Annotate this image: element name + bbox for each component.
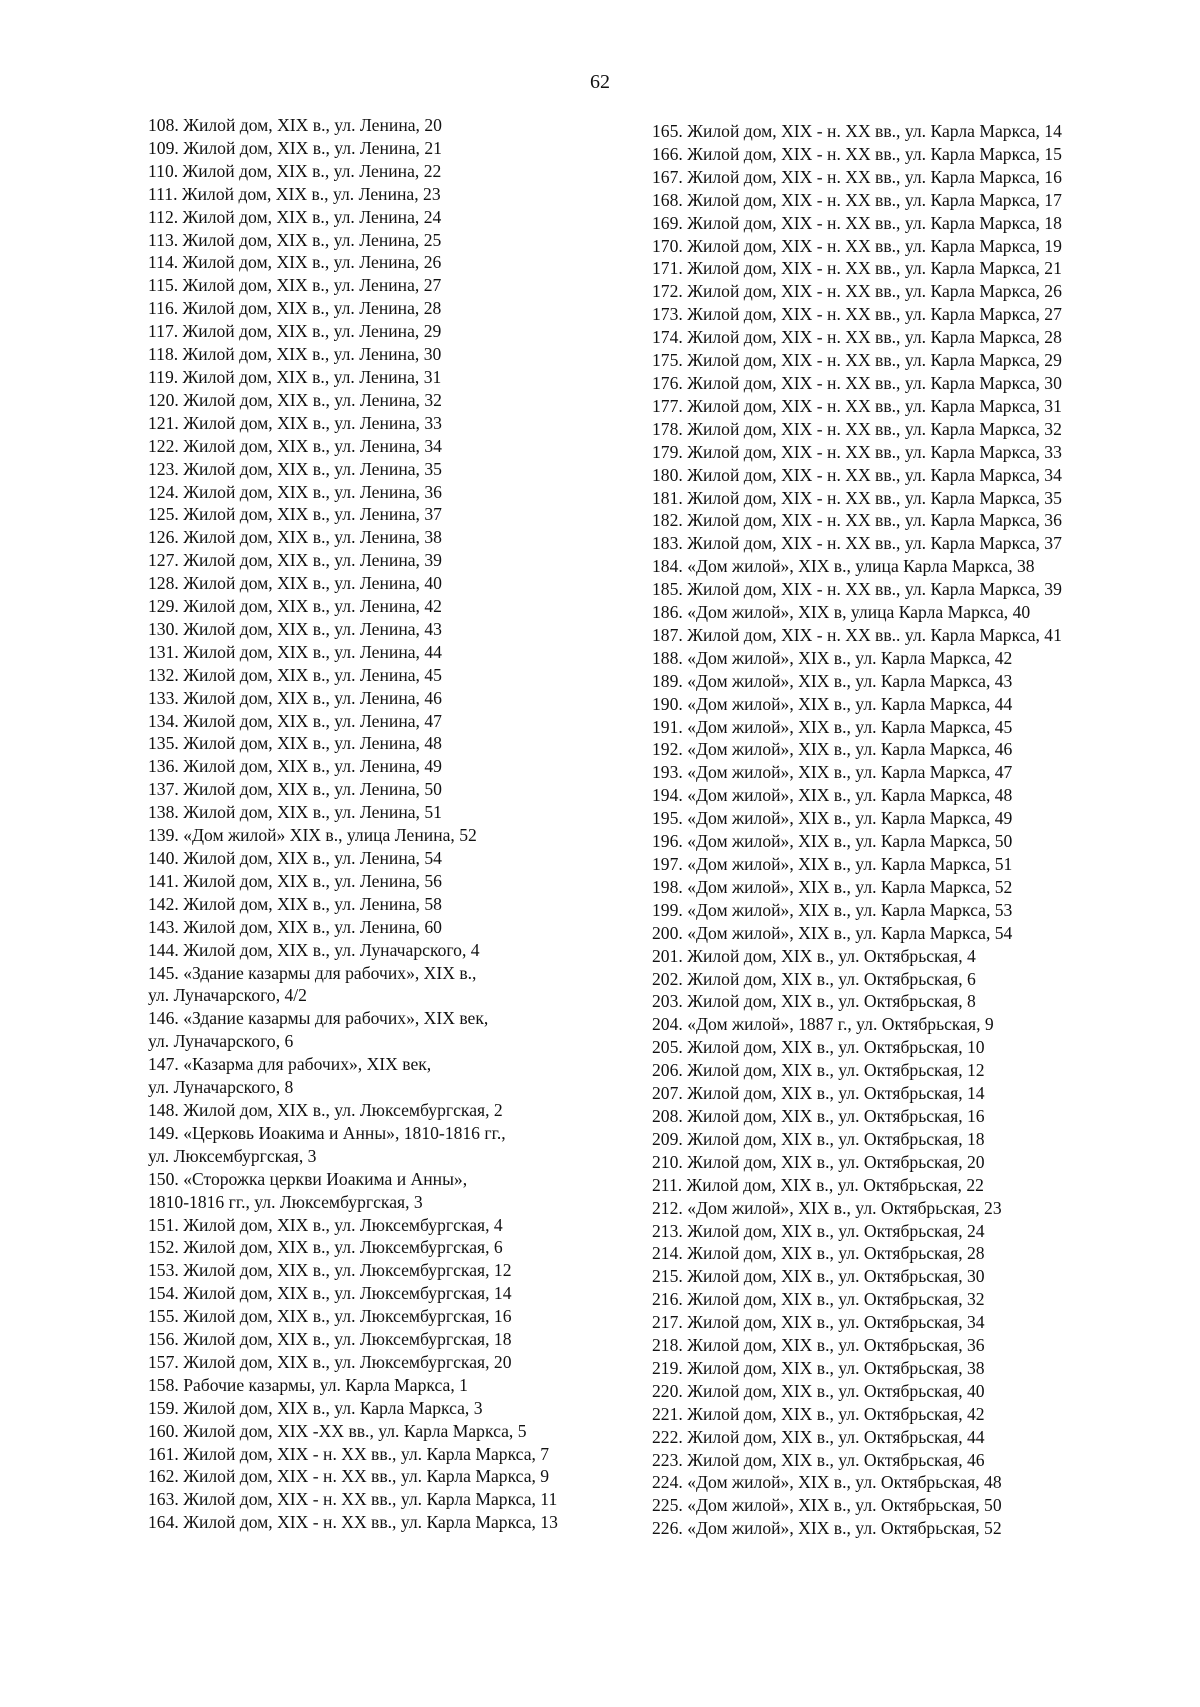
list-item: 180. Жилой дом, XIX - н. XX вв., ул. Карла Маркса, 34	[652, 464, 1062, 485]
list-item: 109. Жилой дом, XIX в., ул. Ленина, 21	[148, 137, 442, 158]
list-item: 205. Жилой дом, XIX в., ул. Октябрьская, 10	[652, 1037, 985, 1058]
list-item: 200. «Дом жилой», XIX в., ул. Карла Маркса, 54	[652, 922, 1013, 943]
list-item: 197. «Дом жилой», XIX в., ул. Карла Маркса, 51	[652, 854, 1013, 874]
list-item: 206. Жилой дом, XIX в., ул. Октябрьская, 12	[652, 1060, 985, 1081]
list-item: 171. Жилой дом, XIX - н. XX вв., ул. Карла Маркса, 21	[652, 258, 1062, 279]
list-item: 184. «Дом жилой», XIX в., улица Карла Маркса, 38	[652, 556, 1035, 577]
list-item: 173. Жилой дом, XIX - н. XX вв., ул. Карла Маркса, 27	[652, 304, 1062, 325]
list-item: 218. Жилой дом, XIX в., ул. Октябрьская, 36	[652, 1335, 985, 1356]
list-item: 187. Жилой дом, XIX - н. XX вв.. ул. Карла Маркса, 41	[652, 624, 1062, 645]
list-item: 160. Жилой дом, XIX -XX вв., ул. Карла Маркса, 5	[148, 1420, 527, 1441]
list-item: 223. Жилой дом, XIX в., ул. Октябрьская, 46	[652, 1449, 985, 1470]
list-item: 210. Жилой дом, XIX в., ул. Октябрьская, 20	[652, 1151, 985, 1172]
list-item: 129. Жилой дом, XIX в., ул. Ленина, 42	[148, 596, 442, 617]
list-item: 134. Жилой дом, XIX в., ул. Ленина, 47	[148, 710, 442, 731]
list-item: 127. Жилой дом, XIX в., ул. Ленина, 39	[148, 550, 442, 571]
list-item: 156. Жилой дом, XIX в., ул. Люксембургская, 18	[148, 1329, 512, 1350]
list-item: 125. Жилой дом, XIX в., ул. Ленина, 37	[148, 504, 442, 525]
list-item: 130. Жилой дом, XIX в., ул. Ленина, 43	[148, 618, 442, 639]
list-item: 126. Жилой дом, XIX в., ул. Ленина, 38	[148, 527, 442, 548]
list-item: 133. Жилой дом, XIX в., ул. Ленина, 46	[148, 687, 442, 708]
list-item: 140. Жилой дом, XIX в., ул. Ленина, 54	[148, 848, 442, 868]
list-item: 118. Жилой дом, XIX в., ул. Ленина, 30	[148, 344, 442, 365]
list-item: 157. Жилой дом, XIX в., ул. Люксембургская, 20	[148, 1351, 512, 1372]
list-item: 117. Жилой дом, XIX в., ул. Ленина, 29	[148, 321, 442, 342]
list-item: 182. Жилой дом, XIX - н. XX вв., ул. Карла Маркса, 36	[652, 510, 1062, 531]
list-item: 122. Жилой дом, XIX в., ул. Ленина, 34	[148, 435, 442, 456]
list-item: 221. Жилой дом, XIX в., ул. Октябрьская, 42	[652, 1403, 985, 1424]
list-item: 203. Жилой дом, XIX в., ул. Октябрьская, 8	[652, 991, 976, 1012]
list-item: 195. «Дом жилой», XIX в., ул. Карла Маркса, 49	[652, 808, 1013, 829]
list-item: 131. Жилой дом, XIX в., ул. Ленина, 44	[148, 641, 442, 662]
list-item: 158. Рабочие казармы, ул. Карла Маркса, 1	[148, 1374, 468, 1395]
list-item: 154. Жилой дом, XIX в., ул. Люксембургская, 14	[148, 1283, 512, 1304]
list-item: 226. «Дом жилой», XIX в., ул. Октябрьская, 52	[652, 1518, 1002, 1539]
list-item: 113. Жилой дом, XIX в., ул. Ленина, 25	[148, 229, 442, 250]
list-item: 152. Жилой дом, XIX в., ул. Люксембургская, 6	[148, 1237, 503, 1258]
left-column-list	[148, 114, 618, 1534]
list-item: 164. Жилой дом, XIX - н. XX вв., ул. Карла Маркса, 13	[148, 1512, 558, 1533]
list-item: 148. Жилой дом, XIX в., ул. Люксембургская, 2	[148, 1099, 503, 1120]
list-item: 170. Жилой дом, XIX - н. XX вв., ул. Карла Маркса, 19	[652, 235, 1062, 256]
list-item: 185. Жилой дом, XIX - н. XX вв., ул. Карла Маркса, 39	[652, 579, 1062, 600]
list-item: 216. Жилой дом, XIX в., ул. Октябрьская, 32	[652, 1289, 985, 1310]
list-item: 198. «Дом жилой», XIX в., ул. Карла Маркса, 52	[652, 876, 1013, 897]
list-item: 143. Жилой дом, XIX в., ул. Ленина, 60	[148, 916, 442, 937]
list-item: 174. Жилой дом, XIX - н. XX вв., ул. Карла Маркса, 28	[652, 327, 1062, 348]
list-item: 155. Жилой дом, XIX в., ул. Люксембургская, 16	[148, 1306, 512, 1327]
list-item: 225. «Дом жилой», XIX в., ул. Октябрьская, 50	[652, 1495, 1002, 1516]
list-item: 181. Жилой дом, XIX - н. XX вв., ул. Карла Маркса, 35	[652, 487, 1062, 508]
list-item: 114. Жилой дом, XIX в., ул. Ленина, 26	[148, 252, 442, 273]
list-item: 150. «Сторожка церкви Иоакима и Анны»,	[148, 1168, 468, 1189]
list-item: 162. Жилой дом, XIX - н. XX вв., ул. Карла Маркса, 9	[148, 1466, 550, 1487]
list-item: 147. «Казарма для рабочих», XIX век,	[148, 1054, 432, 1075]
list-item: 139. «Дом жилой» XIX в., улица Ленина, 52	[148, 825, 477, 846]
list-item: 123. Жилой дом, XIX в., ул. Ленина, 35	[148, 458, 442, 479]
list-item: 128. Жилой дом, XIX в., ул. Ленина, 40	[148, 573, 442, 594]
list-item: 145. «Здание казармы для рабочих», XIX в.,	[148, 962, 477, 983]
list-item: 201. Жилой дом, XIX в., ул. Октябрьская, 4	[652, 945, 976, 966]
list-item: 188. «Дом жилой», XIX в., ул. Карла Маркса, 42	[652, 647, 1013, 668]
list-item: 115. Жилой дом, XIX в., ул. Ленина, 27	[148, 275, 442, 296]
list-item: 190. «Дом жилой», XIX в., ул. Карла Маркса, 44	[652, 693, 1013, 714]
list-item: 179. Жилой дом, XIX - н. XX вв., ул. Карла Маркса, 33	[652, 441, 1062, 462]
page-number: 62	[590, 71, 610, 93]
list-item: 176. Жилой дом, XIX - н. XX вв., ул. Карла Маркса, 30	[652, 372, 1062, 393]
list-item: 183. Жилой дом, XIX - н. XX вв., ул. Карла Маркса, 37	[652, 533, 1062, 554]
list-item: 169. Жилой дом, XIX - н. XX вв., ул. Карла Маркса, 18	[652, 212, 1062, 233]
list-item: 204. «Дом жилой», 1887 г., ул. Октябрьская, 9	[652, 1014, 994, 1035]
list-item: 222. Жилой дом, XIX в., ул. Октябрьская, 44	[652, 1426, 985, 1447]
list-item: 112. Жилой дом, XIX в., ул. Ленина, 24	[148, 206, 442, 227]
list-item: 166. Жилой дом, XIX - н. XX вв., ул. Карла Маркса, 15	[652, 143, 1062, 164]
right-column-list	[652, 120, 1147, 1540]
list-item: 108. Жилой дом, XIX в., ул. Ленина, 20	[148, 115, 442, 135]
list-item: 192. «Дом жилой», XIX в., ул. Карла Маркса, 46	[652, 739, 1013, 760]
list-item: 211. Жилой дом, XIX в., ул. Октябрьская, 22	[652, 1174, 984, 1195]
list-item: 207. Жилой дом, XIX в., ул. Октябрьская, 14	[652, 1083, 985, 1104]
list-item: 132. Жилой дом, XIX в., ул. Ленина, 45	[148, 664, 442, 685]
list-item: 163. Жилой дом, XIX - н. XX вв., ул. Карла Маркса, 11	[148, 1489, 558, 1510]
list-item: 120. Жилой дом, XIX в., ул. Ленина, 32	[148, 389, 442, 410]
list-item: 138. Жилой дом, XIX в., ул. Ленина, 51	[148, 802, 442, 823]
list-item: 214. Жилой дом, XIX в., ул. Октябрьская, 28	[652, 1243, 985, 1264]
list-item: 177. Жилой дом, XIX - н. XX вв., ул. Карла Маркса, 31	[652, 395, 1062, 416]
list-item: 149. «Церковь Иоакима и Анны», 1810-1816 гг.,	[148, 1122, 506, 1143]
list-item: 213. Жилой дом, XIX в., ул. Октябрьская, 24	[652, 1220, 985, 1241]
list-item: 135. Жилой дом, XIX в., ул. Ленина, 48	[148, 733, 442, 754]
list-item: 141. Жилой дом, XIX в., ул. Ленина, 56	[148, 870, 442, 891]
list-item: 165. Жилой дом, XIX - н. XX вв., ул. Карла Маркса, 14	[652, 121, 1062, 141]
list-item: 144. Жилой дом, XIX в., ул. Луначарского, 4	[148, 939, 480, 960]
list-item: 196. «Дом жилой», XIX в., ул. Карла Маркса, 50	[652, 831, 1013, 852]
list-item: 189. «Дом жилой», XIX в., ул. Карла Маркса, 43	[652, 670, 1013, 691]
list-item: 119. Жилой дом, XIX в., ул. Ленина, 31	[148, 366, 442, 387]
list-item: 178. Жилой дом, XIX - н. XX вв., ул. Карла Маркса, 32	[652, 418, 1062, 439]
list-item: 186. «Дом жилой», XIX в, улица Карла Маркса, 40	[652, 602, 1031, 623]
list-item: 153. Жилой дом, XIX в., ул. Люксембургская, 12	[148, 1260, 512, 1281]
list-item: 172. Жилой дом, XIX - н. XX вв., ул. Карла Маркса, 26	[652, 281, 1062, 302]
list-item: ул. Луначарского, 4/2	[148, 985, 307, 1006]
list-item: 111. Жилой дом, XIX в., ул. Ленина, 23	[148, 183, 441, 204]
list-item: 209. Жилой дом, XIX в., ул. Октябрьская, 18	[652, 1128, 985, 1149]
list-item: ул. Люксембургская, 3	[148, 1145, 317, 1166]
list-item: 124. Жилой дом, XIX в., ул. Ленина, 36	[148, 481, 442, 502]
list-item: 215. Жилой дом, XIX в., ул. Октябрьская, 30	[652, 1266, 985, 1287]
list-item: 137. Жилой дом, XIX в., ул. Ленина, 50	[148, 779, 442, 800]
list-item: 161. Жилой дом, XIX - н. XX вв., ул. Карла Маркса, 7	[148, 1443, 550, 1464]
list-item: 219. Жилой дом, XIX в., ул. Октябрьская, 38	[652, 1357, 985, 1378]
list-item: 175. Жилой дом, XIX - н. XX вв., ул. Карла Маркса, 29	[652, 350, 1062, 371]
list-item: 199. «Дом жилой», XIX в., ул. Карла Маркса, 53	[652, 899, 1013, 920]
list-item: 116. Жилой дом, XIX в., ул. Ленина, 28	[148, 298, 442, 319]
list-item: 202. Жилой дом, XIX в., ул. Октябрьская, 6	[652, 968, 976, 989]
list-item: ул. Луначарского, 8	[148, 1077, 294, 1098]
list-item: 168. Жилой дом, XIX - н. XX вв., ул. Карла Маркса, 17	[652, 189, 1062, 210]
list-item: 224. «Дом жилой», XIX в., ул. Октябрьская, 48	[652, 1472, 1002, 1493]
list-item: 159. Жилой дом, XIX в., ул. Карла Маркса, 3	[148, 1397, 483, 1418]
list-item: 110. Жилой дом, XIX в., ул. Ленина, 22	[148, 160, 442, 181]
list-item: 220. Жилой дом, XIX в., ул. Октябрьская, 40	[652, 1380, 985, 1401]
list-item: 146. «Здание казармы для рабочих», XIX век,	[148, 1008, 489, 1029]
list-item: 136. Жилой дом, XIX в., ул. Ленина, 49	[148, 756, 442, 777]
list-item: 212. «Дом жилой», XIX в., ул. Октябрьская, 23	[652, 1197, 1002, 1218]
list-item: 151. Жилой дом, XIX в., ул. Люксембургская, 4	[148, 1214, 503, 1235]
list-item: 208. Жилой дом, XIX в., ул. Октябрьская, 16	[652, 1105, 985, 1126]
list-item: 1810-1816 гг., ул. Люксембургская, 3	[148, 1191, 423, 1212]
list-item: 191. «Дом жилой», XIX в., ул. Карла Маркса, 45	[652, 716, 1013, 737]
list-item: 121. Жилой дом, XIX в., ул. Ленина, 33	[148, 412, 442, 433]
list-item: 167. Жилой дом, XIX - н. XX вв., ул. Карла Маркса, 16	[652, 166, 1062, 187]
list-item: 217. Жилой дом, XIX в., ул. Октябрьская, 34	[652, 1312, 985, 1333]
list-item: 194. «Дом жилой», XIX в., ул. Карла Маркса, 48	[652, 785, 1013, 806]
list-item: ул. Луначарского, 6	[148, 1031, 294, 1052]
list-item: 193. «Дом жилой», XIX в., ул. Карла Маркса, 47	[652, 762, 1013, 783]
list-item: 142. Жилой дом, XIX в., ул. Ленина, 58	[148, 893, 442, 914]
